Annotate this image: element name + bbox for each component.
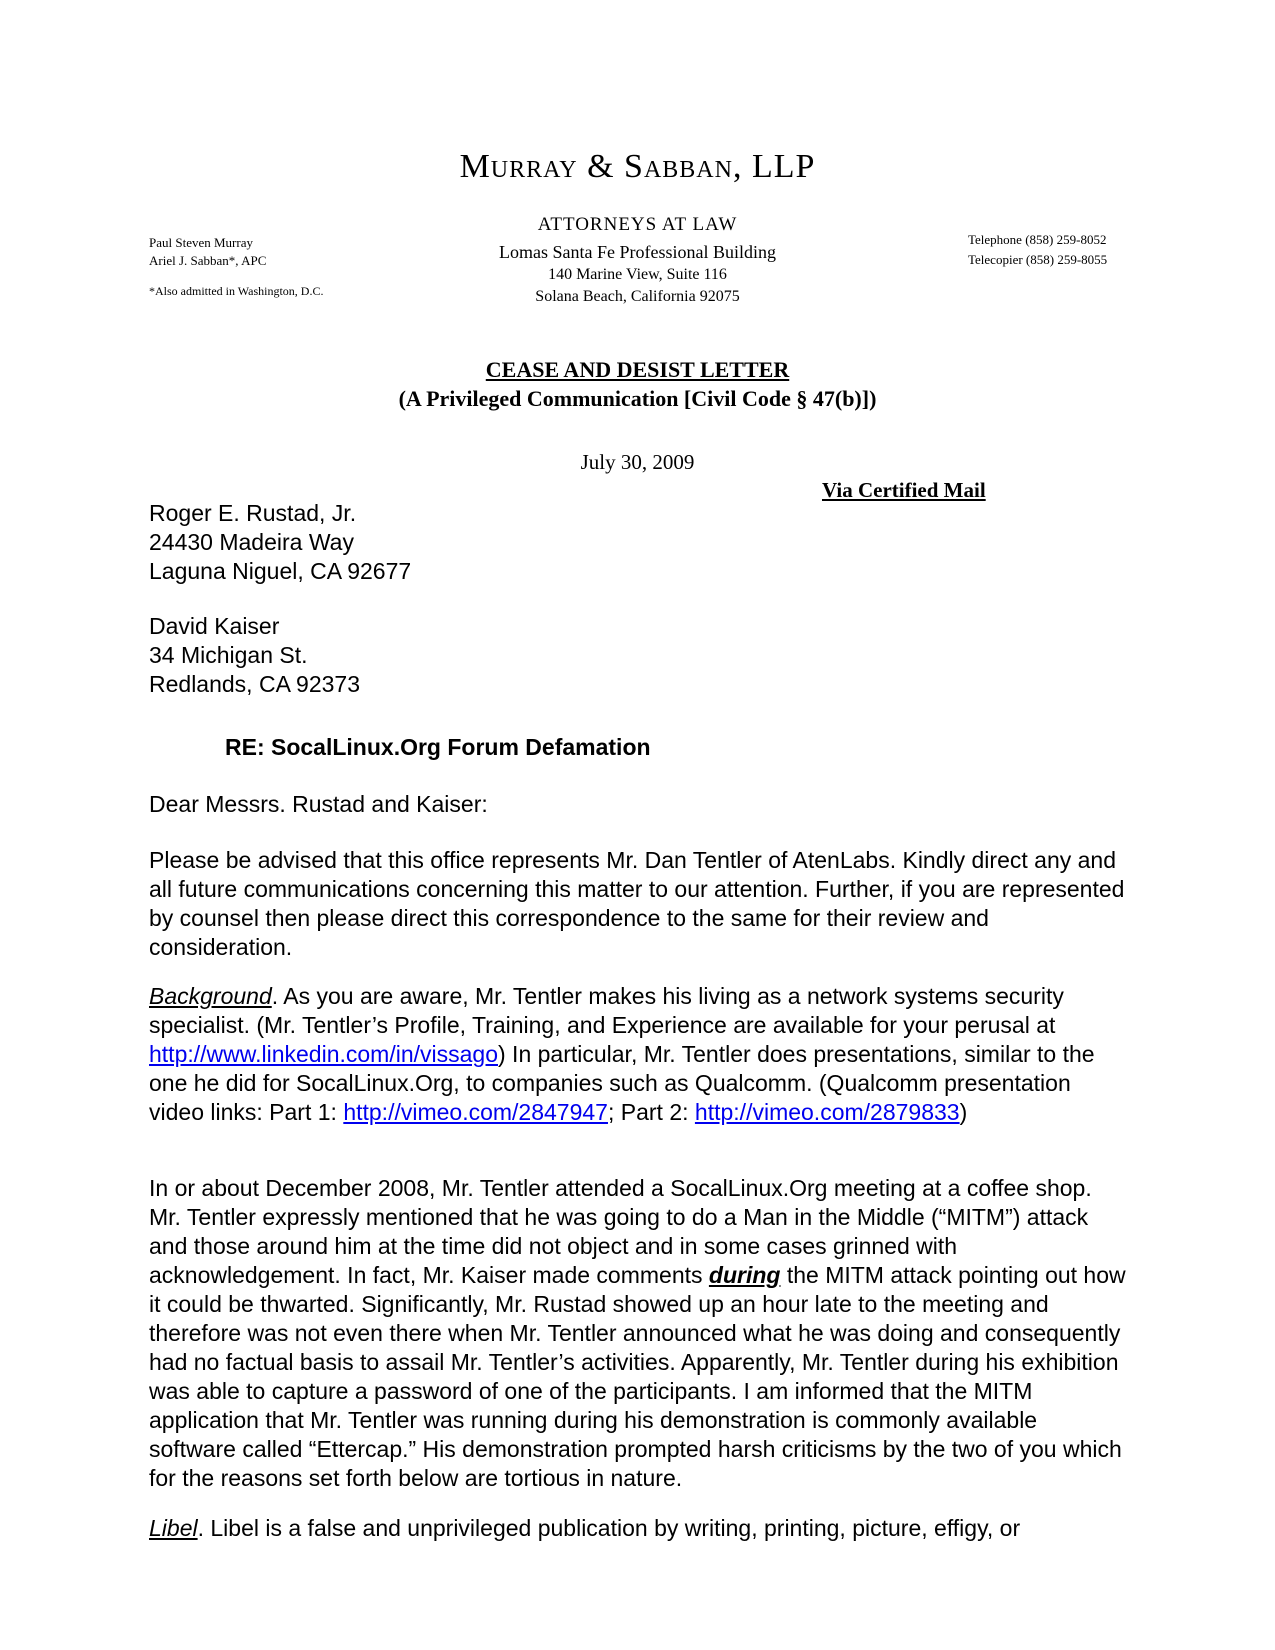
letter-title: CEASE AND DESIST LETTER (485, 357, 790, 382)
contact-block (968, 230, 1107, 270)
firm-building: Lomas Santa Fe Professional Building (499, 242, 776, 262)
subject-line: RE: SocalLinux.Org Forum Defamation (225, 734, 651, 760)
libel-heading: Libel (149, 1515, 198, 1541)
recipient-street: 34 Michigan St. (149, 642, 308, 668)
recipient-name: David Kaiser (149, 613, 280, 639)
recipient-rustad (149, 499, 411, 586)
delivery-method: Via Certified Mail (822, 478, 986, 502)
recipient-street: 24430 Madeira Way (149, 529, 354, 555)
firm-street: 140 Marine View, Suite 116 (548, 266, 727, 283)
linkedin-link[interactable]: http://www.linkedin.com/in/vissago (149, 1041, 498, 1067)
background-heading: Background (149, 983, 272, 1009)
recipient-kaiser (149, 612, 360, 699)
letter-date: July 30, 2009 (580, 450, 695, 474)
paragraph-text: ) (959, 1099, 968, 1125)
paragraph-text: ; Part 2: (607, 1099, 695, 1125)
partner-murray: Paul Steven Murray (149, 235, 253, 250)
paragraph-text: In or about December 2008, Mr. Tentler attended a SocalLinux.Org meeting at a coffee shop. Mr. Tentler expressly mentioned that he was going to do a Man in the Middle (“MITM”) attack and those around him at the time did not object and in some cases grinned with acknowledgement. In fact, Mr. Kaiser made comments (149, 1175, 1092, 1288)
vimeo-part2-link[interactable]: http://vimeo.com/2879833 (694, 1099, 960, 1125)
attorneys-at-law: ATTORNEYS AT LAW (537, 214, 738, 235)
paragraph-incident (149, 1174, 1129, 1493)
paragraph-background (149, 982, 1129, 1127)
partner-list (149, 234, 323, 300)
firm-name: Murray & Sabban, LLP (459, 148, 816, 185)
admission-note: *Also admitted in Washington, D.C. (149, 284, 324, 298)
recipient-city: Laguna Niguel, CA 92677 (149, 558, 412, 584)
salutation: Dear Messrs. Rustad and Kaiser: (149, 791, 488, 817)
paragraph-text: . Libel is a false and unprivileged publication by writing, printing, picture, effigy, or (197, 1515, 1021, 1541)
paragraph-libel (149, 1514, 1129, 1543)
paragraph-text: ) In particular, Mr. Tentler does presentations, similar to the one he did for SocalLinux.Org, to companies such as Qualcomm. (Qualcomm presentation video links: Part 1: (149, 1041, 1095, 1125)
paragraph-intro: Please be advised that this office represents Mr. Dan Tentler of AtenLabs. Kindly direct any and all future communications concerning this matter to our attention. Further, if you are represented by counsel then please direct this correspondence to the same for their review and consideration. (149, 847, 1125, 960)
recipient-name: Roger E. Rustad, Jr. (149, 500, 357, 526)
firm-city: Solana Beach, California 92075 (535, 288, 740, 305)
vimeo-part1-link[interactable]: http://vimeo.com/2847947 (343, 1099, 608, 1125)
paragraph-text: . As you are aware, Mr. Tentler makes his living as a network systems security specialist. (Mr. Tentler’s Profile, Training, and Experience are available for your perusal at (149, 983, 1064, 1038)
telephone: Telephone (858) 259-8052 (968, 232, 1107, 247)
emphasis-during: during (708, 1262, 781, 1288)
letter-subtitle: (A Privileged Communication [Civil Code § 47(b)]) (398, 386, 877, 411)
partner-sabban: Ariel J. Sabban*, APC (149, 253, 267, 268)
paragraph-text: the MITM attack pointing out how it could be thwarted. Significantly, Mr. Rustad showed up an hour late to the meeting and therefore was not even there when Mr. Tentler announced what he was doing and consequently had no factual basis to assail Mr. Tentler’s activities. Apparently, Mr. Tentler during his exhibition was able to capture a password of one of the participants. I am informed that the MITM application that Mr. Tentler was running during his demonstration is commonly available software called “Ettercap.” His demonstration prompted harsh criticisms by the two of you which for the reasons set forth below are tortious in nature. (149, 1262, 1126, 1491)
telecopier: Telecopier (858) 259-8055 (968, 252, 1108, 267)
recipient-city: Redlands, CA 92373 (149, 671, 360, 697)
